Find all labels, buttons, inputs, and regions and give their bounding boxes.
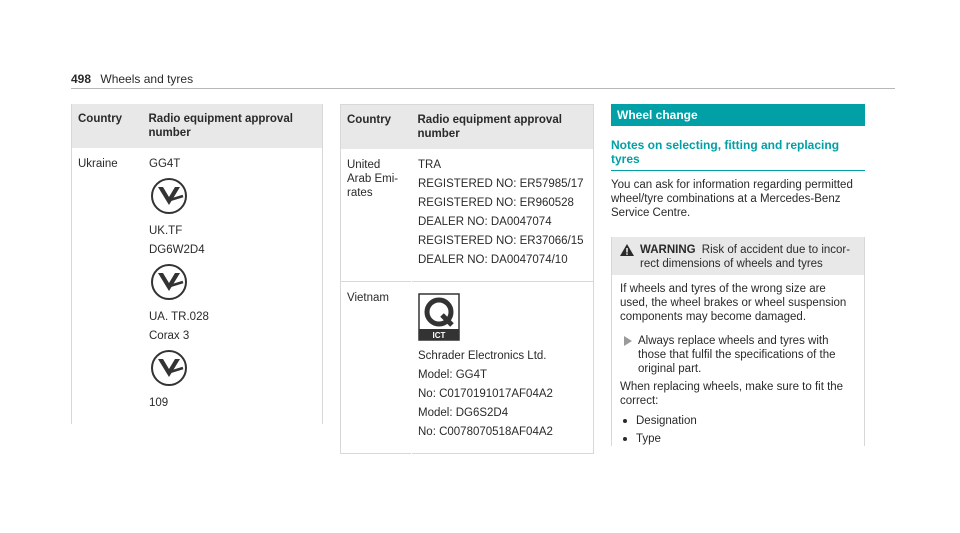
approval-entry: [143, 148, 323, 424]
approval-line: GG4T: [149, 158, 181, 170]
country-vietnam: Vietnam: [341, 282, 412, 454]
ukraine-conformity-mark-icon: [149, 176, 189, 216]
instruction-step: [620, 334, 856, 376]
approval-line: TRA: [418, 159, 441, 171]
arrow-right-icon: [624, 336, 632, 346]
approval-table-left: [71, 104, 323, 424]
country-uae: United Arab Emi-rates: [341, 149, 412, 282]
approval-line: UK.TF: [149, 225, 183, 237]
col-approval: Radio equipment approval number: [143, 104, 323, 148]
follow-text: When replacing wheels, make sure to fit the correct:: [620, 381, 844, 407]
list-item: Designation: [620, 414, 856, 428]
warning-triangle-icon: [620, 244, 634, 256]
table-row: [72, 148, 323, 424]
table-header-row: [72, 104, 323, 148]
approval-line: DG6W2D4: [149, 244, 205, 256]
approval-entry: [412, 149, 594, 282]
warning-description: If wheels and tyres of the wrong size are used, the wheel brakes or wheel suspension components may become damaged.: [620, 283, 847, 323]
country-ukraine: Ukraine: [72, 148, 143, 424]
warning-body: [612, 275, 864, 446]
ukraine-conformity-mark-icon: [149, 262, 189, 302]
approval-entry: [412, 282, 594, 454]
section-title: Wheels and tyres: [100, 72, 194, 86]
approval-line: DEALER NO: DA0047074/10: [418, 254, 568, 266]
table-header-row: [341, 105, 594, 150]
approval-line: No: C0170191017AF04A2: [418, 388, 553, 400]
approval-table-right: [340, 104, 594, 454]
instruction-text: Always replace wheels and tyres with those that fulfil the specifications of the original part.: [638, 335, 836, 375]
list-item: Type: [620, 432, 856, 446]
ukraine-conformity-mark-icon: [149, 348, 189, 388]
wheel-change-section: [611, 104, 865, 450]
col-country: Country: [72, 104, 143, 148]
approval-line: Schrader Electronics Ltd.: [418, 350, 547, 362]
warning-label: WARNING: [640, 244, 696, 256]
approval-line: No: C0078070518AF04A2: [418, 426, 553, 438]
warning-title: Risk of accident due to incor-rect dimensions of wheels and tyres: [640, 244, 851, 270]
page-number: 498: [71, 72, 92, 86]
table-row: [341, 282, 594, 454]
approval-line: Model: GG4T: [418, 369, 488, 381]
approval-line: DEALER NO: DA0047074: [418, 216, 552, 228]
warning-header: [612, 237, 864, 275]
col-country: Country: [341, 105, 412, 150]
warning-box: [611, 237, 865, 446]
approval-line: REGISTERED NO: ER57985/17: [418, 178, 584, 190]
col-approval: Radio equipment approval number: [412, 105, 594, 150]
wheel-change-heading: Wheel change: [611, 104, 865, 126]
approval-line: Model: DG6S2D4: [418, 407, 509, 419]
approval-line: Corax 3: [149, 330, 190, 342]
header-divider: [71, 88, 895, 89]
approval-line: REGISTERED NO: ER960528: [418, 197, 574, 209]
ict-logo-icon: [418, 293, 460, 341]
page-header: [71, 72, 193, 86]
approval-line: REGISTERED NO: ER37066/15: [418, 235, 584, 247]
approval-line: 109: [149, 397, 169, 409]
intro-text: You can ask for information regarding permitted wheel/tyre combinations at a Mercedes-Benz Service Centre.: [611, 179, 853, 219]
approval-line: UA. TR.028: [149, 311, 209, 323]
table-row: [341, 149, 594, 282]
bullet-list: [620, 414, 856, 446]
svg-text:ICT: ICT: [432, 331, 446, 340]
notes-heading: Notes on selecting, fitting and replacing tyres: [611, 138, 865, 171]
